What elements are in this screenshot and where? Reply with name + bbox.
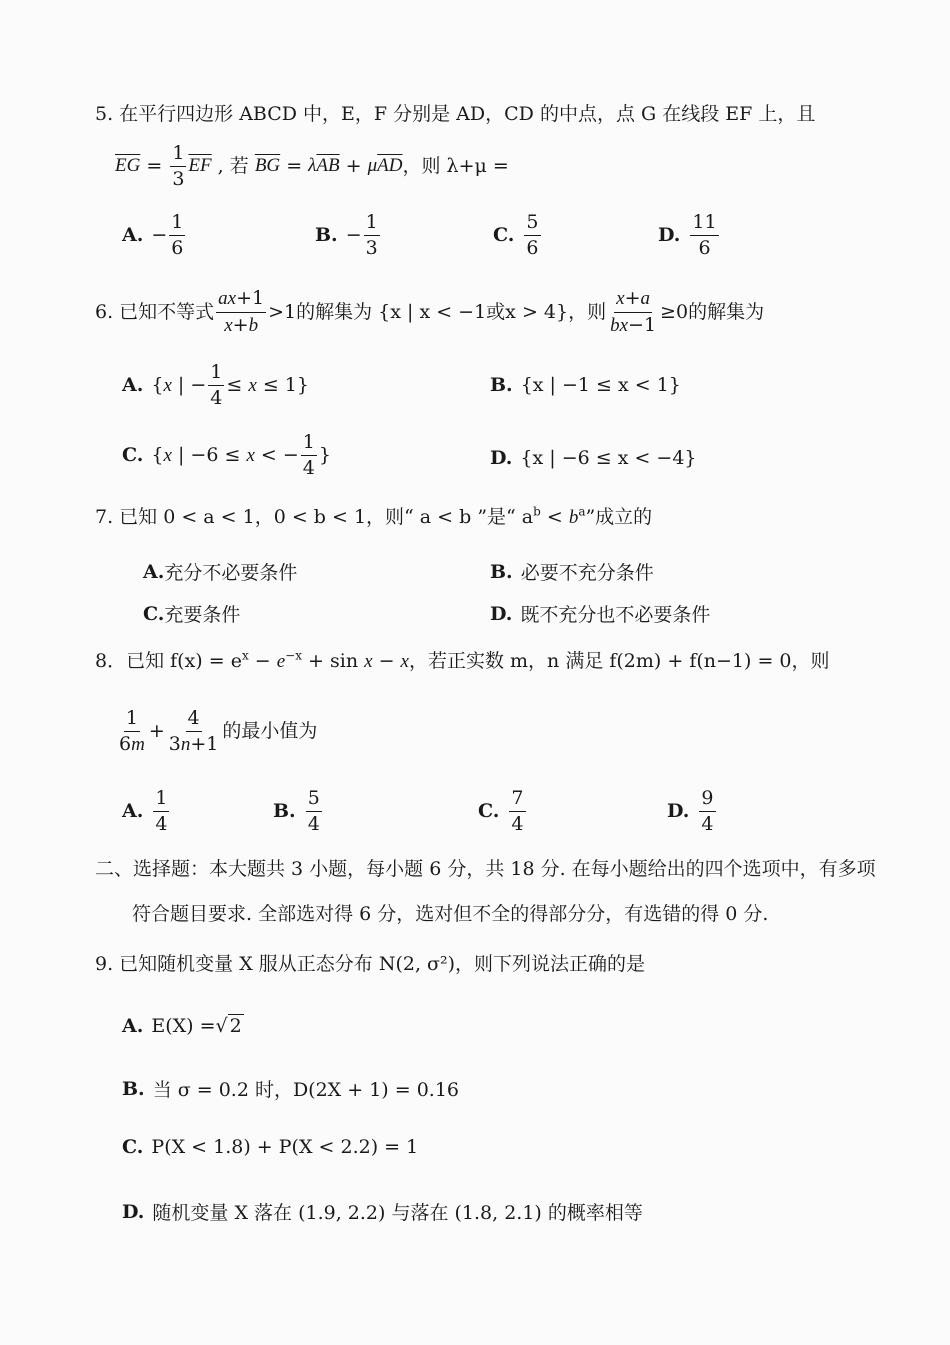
q5-option-b[interactable]: B. − $\frac{1}{3}$	[315, 211, 378, 259]
q8-option-b[interactable]: B. $\frac{5}{4}$	[273, 787, 320, 835]
q8-stem: 8．已知 $f(x) = e^x - e^{-x} + \sin x - x$，若正实数 m，n 满足 f(2m) + f(n−1) = 0，则	[95, 648, 830, 672]
q5-option-a[interactable]: A. − $\frac{1}{6}$	[122, 211, 184, 259]
q9-option-a[interactable]: A. E(X) = √ 2	[122, 1014, 242, 1037]
q9-option-b[interactable]: B. 当 σ = 0.2 时，D(2X + 1) = 0.16	[122, 1077, 460, 1101]
q5-stem: 5. 在平行四边形 ABCD 中，E，F 分别是 AD，CD 的中点，点 G 在线段 EF 上，且	[95, 103, 816, 125]
q5-line2: $\overline{EG}$ = $\frac{1}{3}$ $\overline{EF}$ , 若 $\overline{BG}$ = λ $\overline{AB}$ + μ $\overline{AD}$ ，则 λ+μ =	[115, 142, 509, 190]
q7-stem: 7. 已知 0 < a < 1，0 < b < 1，则“ a < b ”是“ $a^b < b^a$”成立的	[95, 504, 653, 528]
q6-stem: 6. 已知不等式 $\frac{ax+1}{x+b}$ >1 的解集为 {x | x < −1或x > 4}，则 $\frac{x+a}{bx-1}$ ≥0 的解集为	[95, 287, 765, 336]
vector-eg: $\overline{EG}$	[115, 154, 141, 176]
q6-option-d[interactable]: D. {x | −6 ≤ x < −4}	[490, 447, 697, 469]
q5-line2-suffix: ，则 λ+μ =	[402, 154, 509, 177]
section2-instructions-line1: 二、选择题：本大题共 3 小题，每小题 6 分，共 18 分. 在每小题给出的四个选项中，有多项	[95, 858, 876, 880]
q9-option-c[interactable]: C. P(X < 1.8) + P(X < 2.2) = 1	[122, 1136, 419, 1158]
section2-instructions-line2: 符合题目要求. 全部选对得 6 分，选对但不全的得部分分，有选错的得 0 分.	[132, 903, 769, 925]
vector-ef: $\overline{EF}$	[188, 154, 212, 176]
q5-option-d[interactable]: D. $\frac{11}{6}$	[658, 211, 717, 259]
q7-option-b[interactable]: B. 必要不充分条件	[490, 560, 654, 584]
q5-option-c[interactable]: C. $\frac{5}{6}$	[493, 211, 539, 259]
q6-option-b[interactable]: B. {x | −1 ≤ x < 1}	[490, 374, 681, 396]
q7-option-a[interactable]: A. 充分不必要条件	[143, 560, 298, 584]
q6-option-a[interactable]: A. {x | − $\frac{1}{4}$ ≤ x ≤ 1}	[122, 361, 309, 409]
q7-option-c[interactable]: C. 充要条件	[143, 602, 241, 626]
q8-option-a[interactable]: A. $\frac{1}{4}$	[122, 787, 168, 835]
q9-option-d[interactable]: D. 随机变量 X 落在 (1.9, 2.2) 与落在 (1.8, 2.1) 的概率相等	[122, 1200, 643, 1224]
q6-option-c[interactable]: C. {x | −6 ≤ x < − $\frac{1}{4}$ }	[122, 431, 331, 479]
q7-option-d[interactable]: D. 既不充分也不必要条件	[490, 602, 711, 626]
q8-line2: $\frac{1}{6m}$ + $\frac{4}{3n+1}$ 的最小值为	[119, 707, 318, 755]
q8-option-d[interactable]: D. $\frac{9}{4}$	[667, 787, 714, 835]
q9-stem: 9. 已知随机变量 X 服从正态分布 N(2, σ²)，则下列说法正确的是	[95, 953, 646, 975]
q5-line2-prefix: 若	[229, 154, 249, 177]
q8-option-c[interactable]: C. $\frac{7}{4}$	[478, 787, 524, 835]
